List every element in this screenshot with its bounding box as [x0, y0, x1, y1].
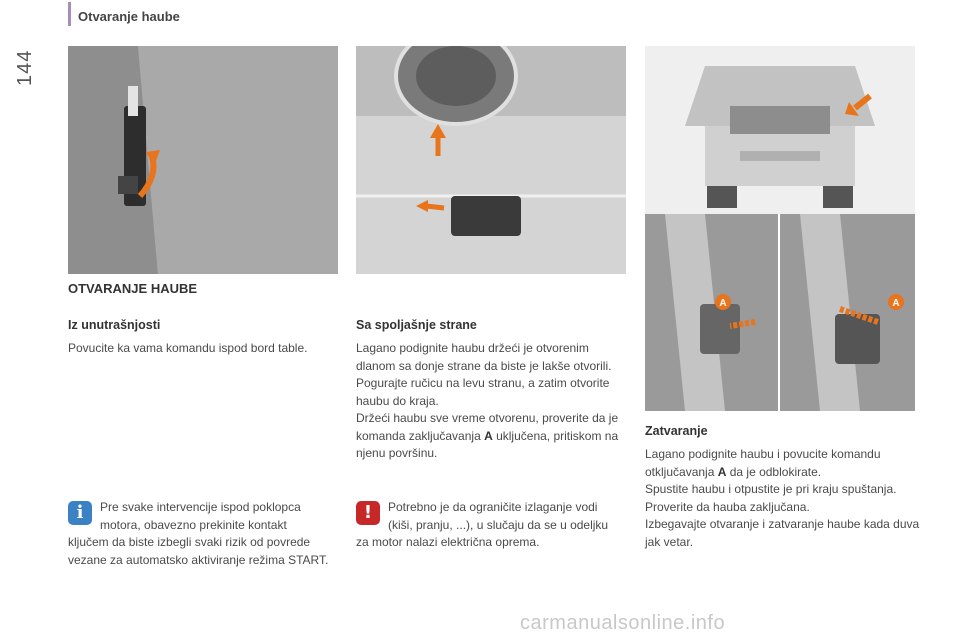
- label-a-left: A: [719, 298, 727, 309]
- inside-text: Povucite ka vama komandu ispod bord table.: [68, 341, 308, 355]
- info-icon: i: [68, 501, 92, 525]
- outside-p3-bold: A: [484, 428, 493, 443]
- closing-p1: [645, 446, 920, 481]
- outside-title: Sa spoljašnje strane: [356, 318, 477, 332]
- photo-catch-right: [780, 214, 915, 411]
- warning-note-text: Potrebno je da ograničite izlaganje vodi (kiši, pranju, ...), u slučaju da se u odeljku za motor nalazi električna oprema.: [356, 500, 609, 549]
- outside-p3: [356, 410, 626, 463]
- outside-p2: Pogurajte ručicu na levu stranu, a zatim otvorite haubu do kraja.: [356, 376, 610, 408]
- inside-title: Iz unutrašnjosti: [68, 318, 161, 332]
- warning-icon: !: [356, 501, 380, 525]
- outside-p3-after: uključena, pritiskom na njenu površinu.: [356, 428, 619, 460]
- watermark: carmanualsonline.info: [520, 612, 726, 634]
- header-accent-bar: [68, 2, 71, 26]
- closing-text: [645, 446, 920, 551]
- closing-p3: Izbegavajte otvaranje i zatvaranje haube kada duva jak vetar.: [645, 517, 920, 549]
- section-title: Otvaranje haube: [78, 9, 180, 24]
- page-number: 144: [14, 49, 36, 86]
- closing-p1-bold: A: [717, 464, 727, 479]
- outside-p3-before: Držeći haubu sve vreme otvorenu, proverite da je komanda zaključavanja: [356, 411, 619, 443]
- label-a-right: A: [892, 298, 900, 309]
- photo-exterior-lever: [356, 46, 626, 274]
- photo-catch-left: [645, 214, 778, 411]
- info-note: [68, 499, 330, 569]
- main-heading: OTVARANJE HAUBE: [68, 281, 198, 296]
- closing-p1-before: Lagano podignite haubu i povucite komandu otključavanja: [645, 447, 881, 479]
- outside-text: [356, 340, 626, 463]
- outside-p1: Lagano podignite haubu držeći je otvorenim dlanom sa donje strane da biste je lakše otvorili.: [356, 341, 612, 373]
- warning-note: [356, 499, 618, 552]
- info-note-text: Pre svake intervencije ispod poklopca motora, obavezno prekinite kontakt ključem da biste izbegli svaki rizik od povrede vezane za automatsko aktiviranje režima START.: [68, 500, 329, 567]
- photo-interior-lever: [68, 46, 338, 274]
- photo-van-front: [645, 46, 915, 214]
- closing-p2: Spustite haubu i otpustite je pri kraju spuštanja. Proverite da hauba zaključana.: [645, 482, 897, 514]
- closing-title: Zatvaranje: [645, 424, 708, 438]
- closing-p1-after: da je odblokirate.: [726, 464, 822, 479]
